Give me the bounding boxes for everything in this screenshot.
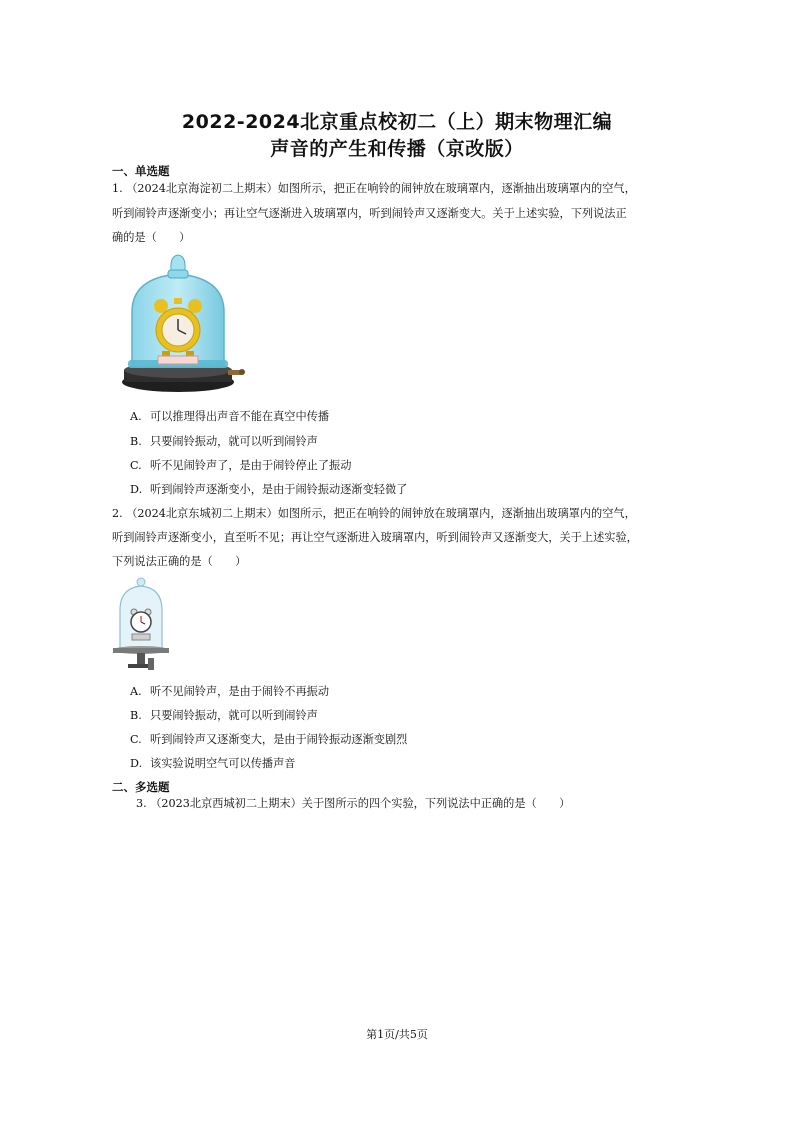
bell-jar-alarm-clock-figure-1 bbox=[118, 252, 246, 394]
question-1-text-line-1: 1. （2024北京海淀初二上期末）如图所示，把正在响铃的闹钟放在玻璃罩内，逐渐抽出玻璃罩内的空气， bbox=[112, 182, 636, 195]
section-heading-single-choice: 一、单选题 bbox=[112, 164, 170, 178]
option-text: 可以推理得出声音不能在真空中传播 bbox=[150, 410, 330, 423]
option-label: C. bbox=[130, 459, 142, 472]
question-2-option-d[interactable] bbox=[130, 755, 295, 771]
option-text: 只要闹铃振动，就可以听到闹铃声 bbox=[150, 709, 318, 722]
page-number-footer: 第1页/共5页 bbox=[366, 1028, 428, 1041]
question-2-option-c[interactable] bbox=[130, 731, 407, 747]
question-2-option-a[interactable] bbox=[130, 683, 329, 699]
question-1-option-a[interactable] bbox=[130, 408, 329, 424]
question-3-text-line-1: 3. （2023北京西城初二上期末）关于图所示的四个实验，下列说法中正确的是（ ） bbox=[136, 797, 571, 810]
document-title: 2022-2024北京重点校初二（上）期末物理汇编 bbox=[181, 111, 613, 133]
document-subtitle: 声音的产生和传播（京改版） bbox=[270, 138, 524, 160]
question-1-text-line-3: 确的是（ ） bbox=[112, 231, 191, 244]
question-1-option-d[interactable] bbox=[130, 481, 407, 497]
option-text: 听不见闹铃声了，是由于闹铃停止了振动 bbox=[150, 459, 352, 472]
option-label: D. bbox=[130, 757, 143, 770]
question-2-option-b[interactable] bbox=[130, 707, 318, 723]
question-1-text-line-2: 听到闹铃声逐渐变小；再让空气逐渐进入玻璃罩内，听到闹铃声又逐渐变大。关于上述实验，下列说法正 bbox=[112, 207, 627, 220]
question-2-text-line-2: 听到闹铃声逐渐变小，直至听不见；再让空气逐渐进入玻璃罩内，听到闹铃声又逐渐变大，关于上述实验， bbox=[112, 531, 638, 544]
bell-jar-alarm-clock-figure-2 bbox=[110, 576, 172, 674]
question-2-text-line-3: 下列说法正确的是（ ） bbox=[112, 555, 247, 568]
option-text: 听到闹铃声逐渐变小，是由于闹铃振动逐渐变轻微了 bbox=[150, 483, 408, 496]
option-text: 该实验说明空气可以传播声音 bbox=[150, 757, 296, 770]
option-label: A. bbox=[130, 685, 142, 698]
option-text: 听到闹铃声又逐渐变大，是由于闹铃振动逐渐变剧烈 bbox=[150, 733, 408, 746]
option-label: A. bbox=[130, 410, 142, 423]
option-label: C. bbox=[130, 733, 142, 746]
option-text: 只要闹铃振动，就可以听到闹铃声 bbox=[150, 435, 318, 448]
question-2-text-line-1: 2. （2024北京东城初二上期末）如图所示，把正在响铃的闹钟放在玻璃罩内，逐渐抽出玻璃罩内的空气， bbox=[112, 507, 636, 520]
option-label: D. bbox=[130, 483, 143, 496]
section-heading-multiple-choice: 二、多选题 bbox=[112, 780, 170, 794]
option-label: B. bbox=[130, 709, 142, 722]
question-1-option-c[interactable] bbox=[130, 457, 351, 473]
option-text: 听不见闹铃声，是由于闹铃不再振动 bbox=[150, 685, 330, 698]
question-1-option-b[interactable] bbox=[130, 433, 318, 449]
option-label: B. bbox=[130, 435, 142, 448]
